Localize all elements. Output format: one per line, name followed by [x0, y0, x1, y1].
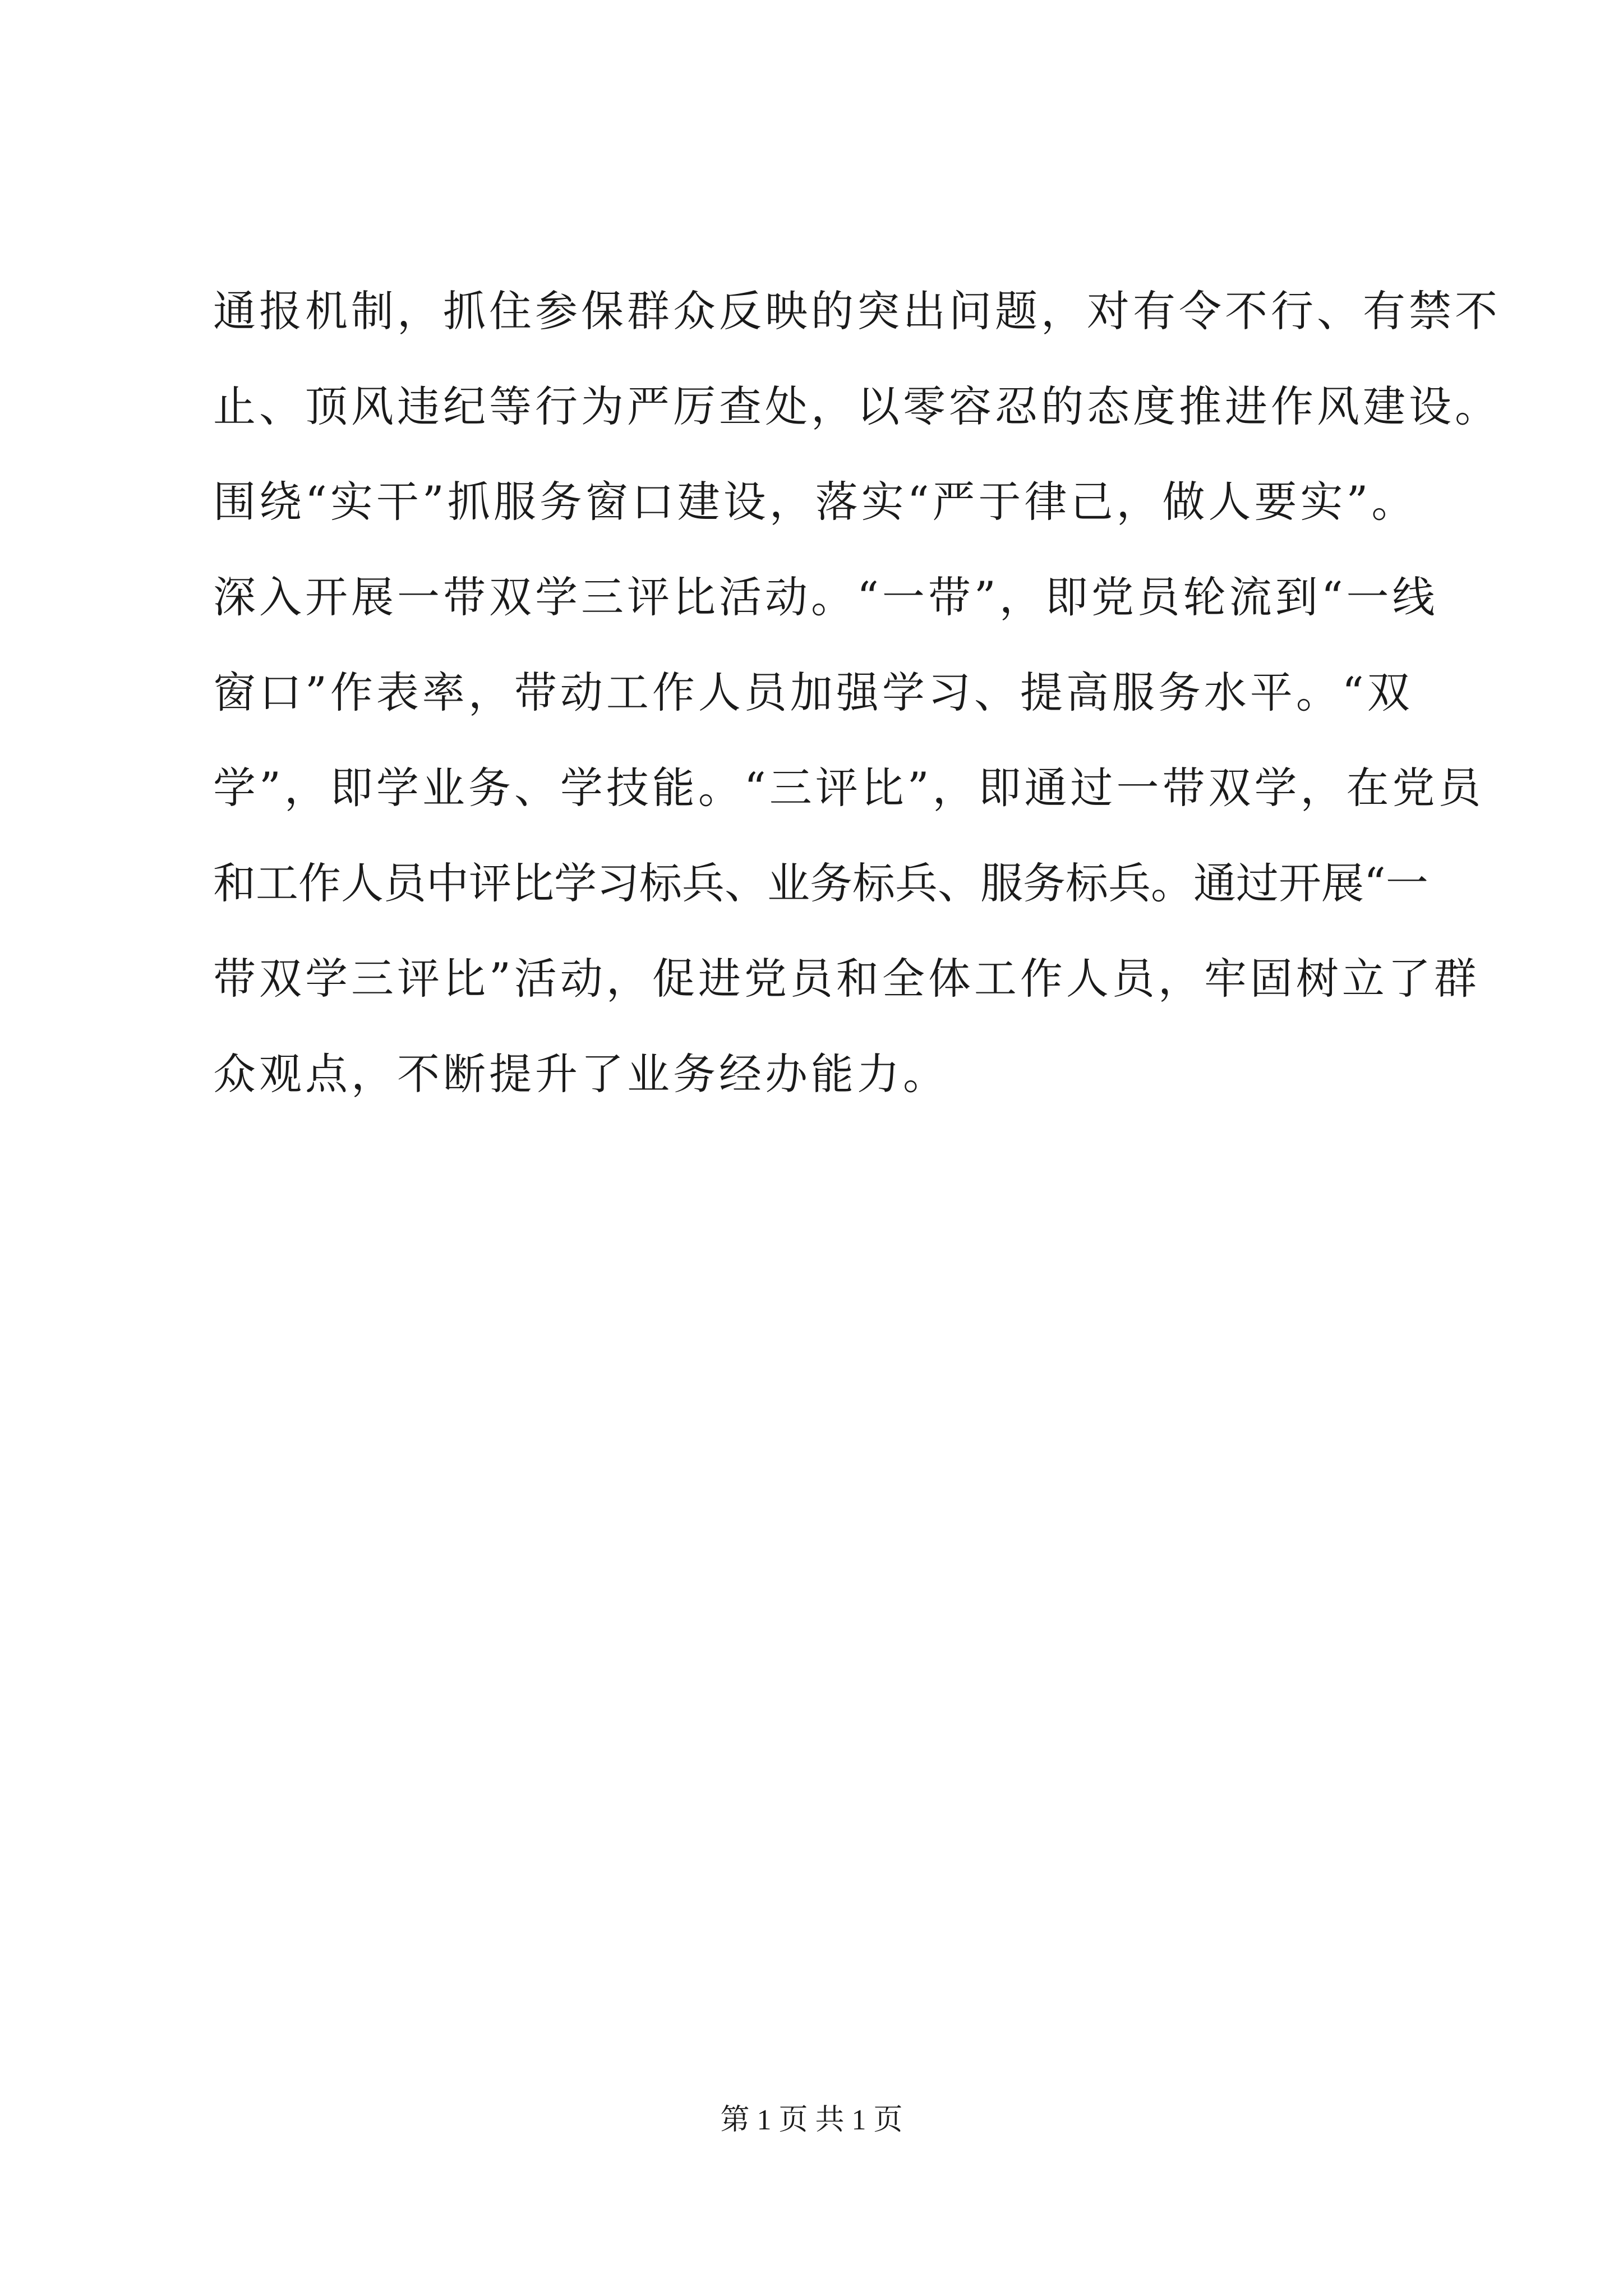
- paragraph-line: 深入开展一带双学三评比活动。“一带”，即党员轮流到“一线: [213, 572, 1438, 622]
- paragraph-line: 通报机制，抓住参保群众反映的突出问题，对有令不行、有禁不: [213, 286, 1501, 336]
- paragraph-line: 和工作人员中评比学习标兵、业务标兵、服务标兵。通过开展“一: [213, 858, 1428, 908]
- paragraph-line: 围绕“实干”抓服务窗口建设，落实“严于律己，做人要实”。: [213, 477, 1418, 527]
- paragraph-line: 窗口”作表率，带动工作人员加强学习、提高服务水平。“双: [213, 668, 1413, 717]
- paragraph-line: 带双学三评比”活动，促进党员和全体工作人员，牢固树立了群: [213, 954, 1480, 1004]
- paragraph-line: 学”，即学业务、学技能。“三评比”，即通过一带双学，在党员: [213, 763, 1484, 813]
- page-footer: [0, 2101, 1623, 2140]
- page-number-label: 第 1 页 共 1 页: [720, 2104, 903, 2136]
- paragraph-line: 众观点，不断提升了业务经办能力。: [213, 1049, 949, 1099]
- body-paragraph: [213, 264, 1501, 1122]
- paragraph-line: 止、顶风违纪等行为严厉查处，以零容忍的态度推进作风建设。: [213, 381, 1501, 431]
